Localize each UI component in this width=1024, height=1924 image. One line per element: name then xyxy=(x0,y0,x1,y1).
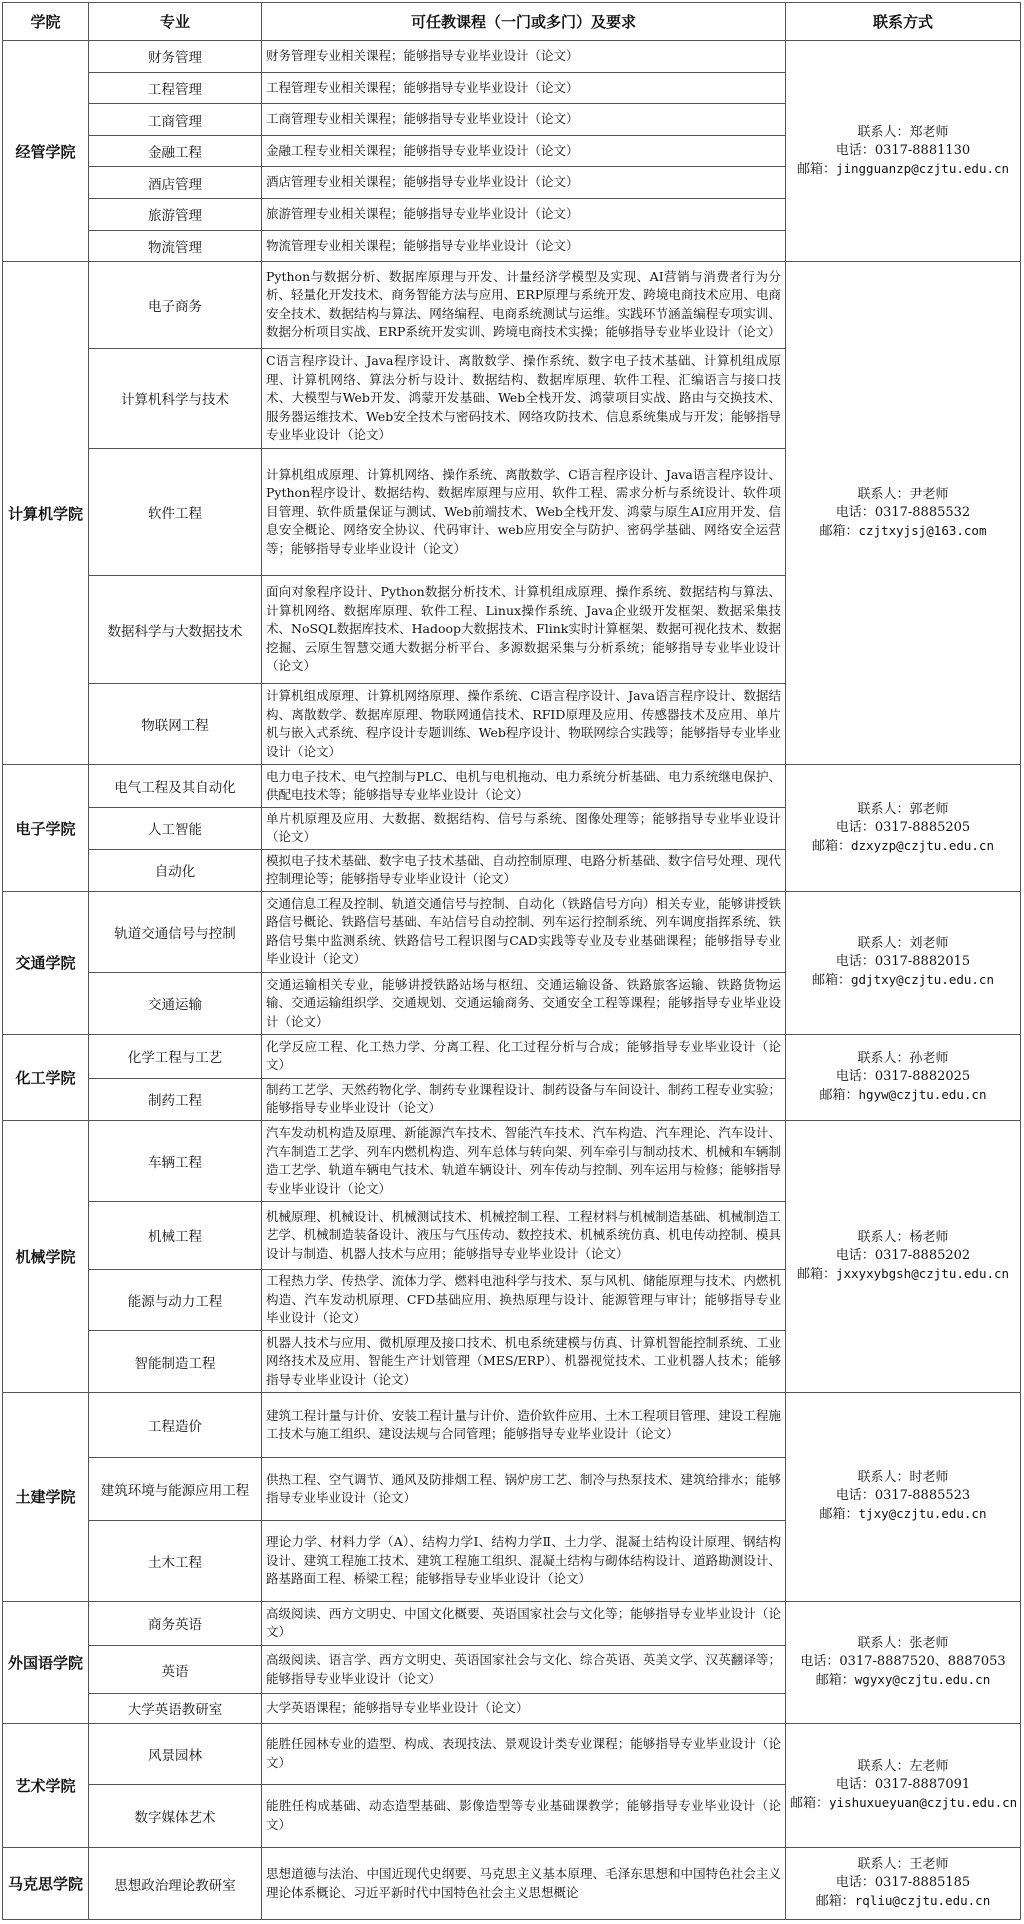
contact-info xyxy=(786,1392,1021,1601)
contact-email-line xyxy=(790,837,1016,856)
contact-phone: 电话：0317-8882025 xyxy=(835,1068,971,1084)
course-requirements: 高级阅读、西方文明史、中国文化概要、英语国家社会与文化等；能够指导专业毕业设计（论文） xyxy=(262,1601,786,1645)
college-name: 化工学院 xyxy=(3,1034,89,1120)
course-requirements: 交通信息工程及控制、轨道交通信号与控制、自动化（铁路信号方向）相关专业，能够讲授铁路信号概论、铁路信号基础、车站信号自动控制、列车运行控制系统、列车调度指挥系统、铁路信号集中监测系统、铁路信号工程识图与CAD实践等专业及专业基础课程；能够指导专业毕业设计（论文） xyxy=(262,891,786,972)
contact-email-label: 邮箱： xyxy=(819,523,859,539)
table-row xyxy=(3,1848,1021,1920)
major-name: 计算机科学与技术 xyxy=(89,348,262,449)
contact-person: 联系人：刘老师 xyxy=(857,936,949,952)
course-requirements: 理论力学、材料力学（A）、结构力学Ⅰ、结构力学Ⅱ、土力学、混凝土结构设计原理、钢结构设计、建筑工程施工技术、建筑工程施工组织、混凝土结构与砌体结构设计、道路勘测设计、路基路面工程、桥梁工程；能够指导专业毕业设计（论文） xyxy=(262,1521,786,1601)
major-name: 制药工程 xyxy=(89,1078,262,1120)
course-requirements: 机器人技术与应用、微机原理及接口技术、机电系统建模与仿真、计算机智能控制系统、工业网络技术及应用、智能生产计划管理（MES/ERP）、机器视觉技术、工业机器人技术；能够指导专业毕业设计（论文） xyxy=(262,1331,786,1393)
contact-email[interactable]: czjtxyjsj@163.com xyxy=(858,522,987,538)
contact-person: 联系人：郑老师 xyxy=(857,124,949,140)
college-name: 机械学院 xyxy=(3,1121,89,1393)
major-name: 思想政治理论教研室 xyxy=(89,1848,262,1920)
contact-email[interactable]: dzxyzp@czjtu.edu.cn xyxy=(851,837,994,853)
major-name: 数据科学与大数据技术 xyxy=(89,575,262,684)
contact-email[interactable]: rqliu@czjtu.edu.cn xyxy=(854,1893,991,1909)
contact-phone: 电话：0317-8885532 xyxy=(835,504,971,520)
course-requirements: 酒店管理专业相关课程；能够指导专业毕业设计（论文） xyxy=(262,167,786,199)
major-name: 数字媒体艺术 xyxy=(89,1784,262,1847)
major-name: 机械工程 xyxy=(89,1202,262,1269)
contact-email-label: 邮箱： xyxy=(811,838,851,854)
header-row xyxy=(3,3,1021,41)
contact-email-label: 邮箱： xyxy=(790,1795,830,1811)
major-name: 车辆工程 xyxy=(89,1121,262,1202)
course-requirements: 面向对象程序设计、Python数据分析技术、计算机组成原理、操作系统、数据结构与算法、计算机网络、数据库原理、软件工程、Linux操作系统、Java企业级开发框架、数据采集技术、NoSQL数据库技术、Hadoop大数据技术、Flink实时计算框架、数据可视化技术、数据挖掘、云原生智慧交通大数据分析平台、多源数据采集与分析系统；能够指导专业毕业设计（论文） xyxy=(262,575,786,684)
course-requirements: 制药工艺学、天然药物化学、制药专业课程设计、制药设备与车间设计、制药工程专业实验；能够指导专业毕业设计（论文） xyxy=(262,1078,786,1120)
major-name: 英语 xyxy=(89,1645,262,1693)
major-name: 风景园林 xyxy=(89,1723,262,1784)
contact-email-label: 邮箱： xyxy=(815,1672,855,1688)
contact-info xyxy=(786,765,1021,891)
contact-email-line xyxy=(790,522,1016,541)
contact-phone: 电话：0317-8885205 xyxy=(835,819,971,835)
contact-email[interactable]: gdjtxy@czjtu.edu.cn xyxy=(851,972,994,988)
header-major: 专业 xyxy=(89,3,262,41)
contact-phone: 电话：0317-8885185 xyxy=(835,1875,971,1891)
contact-info xyxy=(786,891,1021,1034)
header-courses: 可任教课程（一门或多门）及要求 xyxy=(262,3,786,41)
course-requirements: 计算机组成原理、计算机网络原理、操作系统、C语言程序设计、Java语言程序设计、数据结构、离散数学、数据库原理、物联网通信技术、RFID原理及应用、传感器技术及应用、单片机与嵌入式系统、程序设计专题训练、Web程序设计、物联网综合实践等；能够指导专业毕业设计（论文） xyxy=(262,684,786,765)
major-name: 化学工程与工艺 xyxy=(89,1034,262,1078)
course-requirements: 思想道德与法治、中国近现代史纲要、马克思主义基本原理、毛泽东思想和中国特色社会主义理论体系概论、习近平新时代中国特色社会主义思想概论 xyxy=(262,1848,786,1920)
college-name: 外国语学院 xyxy=(3,1601,89,1723)
contact-email-line xyxy=(790,971,1016,990)
table-row xyxy=(3,765,1021,807)
course-requirements: 工程热力学、传热学、流体力学、燃料电池科学与技术、泵与风机、储能原理与技术、内燃机构造、汽车发动机原理、CFD基础应用、换热原理与设计、能源管理与审计；能够指导专业毕业设计（论文） xyxy=(262,1269,786,1331)
major-name: 工程管理 xyxy=(89,72,262,104)
contact-email-line xyxy=(790,160,1016,179)
course-requirements: 电力电子技术、电气控制与PLC、电机与电机拖动、电力系统分析基础、电力系统继电保护、供配电技术等；能够指导专业毕业设计（论文） xyxy=(262,765,786,807)
contact-email[interactable]: wgyxy@czjtu.edu.cn xyxy=(854,1671,991,1687)
contact-email-line xyxy=(790,1505,1016,1524)
contact-person: 联系人：杨老师 xyxy=(857,1229,949,1245)
course-requirements: 计算机组成原理、计算机网络、操作系统、离散数学、C语言程序设计、Java语言程序设计、Python程序设计、数据结构、数据库原理与应用、软件工程、需求分析与系统设计、软件项目管理、软件质量保证与测试、Web前端技术、Web全栈开发、鸿蒙与原生AI应用开发、信息安全概论、网络安全协议、代码审计、web应用安全与防护、密码学基础、网络安全运营等；能够指导专业毕业设计（论文） xyxy=(262,449,786,575)
course-requirements: 交通运输相关专业，能够讲授铁路站场与枢纽、交通运输设备、铁路旅客运输、铁路货物运输、交通运输组织学、交通规划、交通运输商务、交通安全工程等课程；能够指导专业毕业设计（论文） xyxy=(262,973,786,1035)
major-name: 电气工程及其自动化 xyxy=(89,765,262,807)
contact-email[interactable]: yishuxueyuan@czjtu.edu.cn xyxy=(829,1794,1018,1810)
course-requirements: 大学英语课程；能够指导专业毕业设计（论文） xyxy=(262,1694,786,1724)
major-name: 人工智能 xyxy=(89,807,262,849)
college-name: 经管学院 xyxy=(3,41,89,262)
major-name: 软件工程 xyxy=(89,449,262,575)
major-name: 大学英语教研室 xyxy=(89,1694,262,1724)
course-requirements: 单片机原理及应用、大数据、数据结构、信号与系统、图像处理等；能够指导专业毕业设计（论文） xyxy=(262,807,786,849)
contact-info xyxy=(786,1723,1021,1847)
contact-email-label: 邮箱： xyxy=(796,1266,836,1282)
course-requirements: 能胜任构成基础、动态造型基础、影像造型等专业基础课教学；能够指导专业毕业设计（论文） xyxy=(262,1784,786,1847)
recruitment-table xyxy=(2,2,1021,1920)
contact-info xyxy=(786,262,1021,765)
contact-email[interactable]: tjxy@czjtu.edu.cn xyxy=(858,1506,987,1522)
college-name: 马克思学院 xyxy=(3,1848,89,1920)
college-name: 土建学院 xyxy=(3,1392,89,1601)
major-name: 财务管理 xyxy=(89,41,262,73)
contact-email-line xyxy=(790,1671,1016,1690)
major-name: 自动化 xyxy=(89,849,262,891)
contact-phone: 电话：0317-8887520、8887053 xyxy=(800,1653,1006,1669)
course-requirements: 财务管理专业相关课程；能够指导专业毕业设计（论文） xyxy=(262,41,786,73)
college-name: 计算机学院 xyxy=(3,262,89,765)
contact-person: 联系人：王老师 xyxy=(857,1857,949,1873)
contact-email-label: 邮箱： xyxy=(811,973,851,989)
contact-email-label: 邮箱： xyxy=(819,1087,859,1103)
course-requirements: 工商管理专业相关课程；能够指导专业毕业设计（论文） xyxy=(262,104,786,136)
major-name: 酒店管理 xyxy=(89,167,262,199)
contact-info xyxy=(786,1601,1021,1723)
contact-email-label: 邮箱： xyxy=(796,161,836,177)
header-college: 学院 xyxy=(3,3,89,41)
course-requirements: 模拟电子技术基础、数字电子技术基础、自动控制原理、电路分析基础、数字信号处理、现代控制理论等；能够指导专业毕业设计（论文） xyxy=(262,849,786,891)
course-requirements: 高级阅读、语言学、西方文明史、英语国家社会与文化、综合英语、英美文学、汉英翻译等；能够指导专业毕业设计（论文） xyxy=(262,1645,786,1693)
course-requirements: 化学反应工程、化工热力学、分离工程、化工过程分析与合成；能够指导专业毕业设计（论文） xyxy=(262,1034,786,1078)
contact-info xyxy=(786,1034,1021,1120)
course-requirements: Python与数据分析、数据库原理与开发、计量经济学模型及实现、AI营销与消费者行为分析、轻量化开发技术、商务智能方法与应用、ERP原理与系统开发、跨境电商技术应用、电商安全技术、数据结构与算法、网络编程、电商系统测试与运维。实践环节涵盖编程专项实训、数据分析项目实战、ERP系统开发实训、跨境电商技术实操；能够指导专业毕业设计（论文） xyxy=(262,262,786,348)
contact-phone: 电话：0317-8885202 xyxy=(835,1247,971,1263)
college-name: 艺术学院 xyxy=(3,1723,89,1847)
major-name: 智能制造工程 xyxy=(89,1331,262,1393)
major-name: 建筑环境与能源应用工程 xyxy=(89,1458,262,1521)
contact-email[interactable]: jxxyxybgsh@czjtu.edu.cn xyxy=(835,1265,1010,1281)
course-requirements: 能胜任园林专业的造型、构成、表现技法、景观设计类专业课程；能够指导专业毕业设计（论文） xyxy=(262,1723,786,1784)
major-name: 物联网工程 xyxy=(89,684,262,765)
course-requirements: 供热工程、空气调节、通风及防排烟工程、锅炉房工艺、制冷与热泵技术、建筑给排水；能够指导专业毕业设计（论文） xyxy=(262,1458,786,1521)
contact-person: 联系人：时老师 xyxy=(857,1470,949,1486)
major-name: 工商管理 xyxy=(89,104,262,136)
table-row xyxy=(3,891,1021,972)
table-row xyxy=(3,262,1021,348)
contact-person: 联系人：尹老师 xyxy=(857,486,949,502)
table-row xyxy=(3,1392,1021,1457)
table-row xyxy=(3,1121,1021,1202)
contact-person: 联系人：孙老师 xyxy=(857,1050,949,1066)
course-requirements: 物流管理专业相关课程；能够指导专业毕业设计（论文） xyxy=(262,230,786,262)
major-name: 能源与动力工程 xyxy=(89,1269,262,1331)
table-row xyxy=(3,1723,1021,1784)
major-name: 旅游管理 xyxy=(89,199,262,231)
contact-email-line xyxy=(790,1086,1016,1105)
major-name: 金融工程 xyxy=(89,135,262,167)
course-requirements: 金融工程专业相关课程；能够指导专业毕业设计（论文） xyxy=(262,135,786,167)
contact-person: 联系人：郭老师 xyxy=(857,801,949,817)
contact-email-line xyxy=(790,1892,1016,1911)
major-name: 轨道交通信号与控制 xyxy=(89,891,262,972)
college-name: 电子学院 xyxy=(3,765,89,891)
table-row xyxy=(3,1601,1021,1645)
contact-phone: 电话：0317-8882015 xyxy=(835,954,971,970)
course-requirements: 汽车发动机构造及原理、新能源汽车技术、智能汽车技术、汽车构造、汽车理论、汽车设计、汽车制造工艺学、列车内燃机构造、列车总体与转向架、列车牵引与制动技术、机械和车辆制造工艺学、轨道车辆电气技术、轨道车辆设计、列车传动与控制、列车运用与检修；能够指导专业毕业设计（论文） xyxy=(262,1121,786,1202)
contact-person: 联系人：张老师 xyxy=(857,1635,949,1651)
contact-info xyxy=(786,41,1021,262)
contact-info xyxy=(786,1848,1021,1920)
major-name: 物流管理 xyxy=(89,230,262,262)
table-body xyxy=(3,41,1021,1920)
table-row xyxy=(3,1034,1021,1078)
course-requirements: 工程管理专业相关课程；能够指导专业毕业设计（论文） xyxy=(262,72,786,104)
contact-phone: 电话：0317-8885523 xyxy=(835,1488,971,1504)
major-name: 工程造价 xyxy=(89,1392,262,1457)
contact-email-line xyxy=(790,1794,1016,1813)
contact-person: 联系人：左老师 xyxy=(857,1758,949,1774)
table-row xyxy=(3,41,1021,73)
contact-email-label: 邮箱： xyxy=(815,1894,855,1910)
major-name: 商务英语 xyxy=(89,1601,262,1645)
course-requirements: C语言程序设计、Java程序设计、离散数学、操作系统、数字电子技术基础、计算机组成原理、计算机网络、算法分析与设计、数据结构、数据库原理、软件工程、汇编语言与接口技术、大模型与Web开发、鸿蒙开发基础、Web全栈开发、鸿蒙项目实战、路由与交换技术、服务器运维技术、Web安全技术与密码技术、网络攻防技术、信息系统集成与开发；能够指导专业毕业设计（论文） xyxy=(262,348,786,449)
contact-phone: 电话：0317-8887091 xyxy=(835,1776,971,1792)
major-name: 交通运输 xyxy=(89,973,262,1035)
course-requirements: 旅游管理专业相关课程；能够指导专业毕业设计（论文） xyxy=(262,199,786,231)
contact-info xyxy=(786,1121,1021,1393)
major-name: 土木工程 xyxy=(89,1521,262,1601)
header-contact: 联系方式 xyxy=(786,3,1021,41)
major-name: 电子商务 xyxy=(89,262,262,348)
college-name: 交通学院 xyxy=(3,891,89,1034)
course-requirements: 机械原理、机械设计、机械测试技术、机械控制工程、工程材料与机械制造基础、机械制造工艺学、机械制造装备设计、液压与气压传动、数控技术、机械系统仿真、机电传动控制、模具设计与制造、机器人技术与应用；能够指导专业毕业设计（论文） xyxy=(262,1202,786,1269)
contact-email-label: 邮箱： xyxy=(819,1507,859,1523)
contact-email-line xyxy=(790,1265,1016,1284)
contact-email[interactable]: hgyw@czjtu.edu.cn xyxy=(858,1086,987,1102)
contact-phone: 电话：0317-8881130 xyxy=(835,142,971,158)
contact-email[interactable]: jingguanzp@czjtu.edu.cn xyxy=(835,160,1010,176)
course-requirements: 建筑工程计量与计价、安装工程计量与计价、造价软件应用、土木工程项目管理、建设工程施工技术与施工组织、建设法规与合同管理；能够指导专业毕业设计（论文） xyxy=(262,1392,786,1457)
